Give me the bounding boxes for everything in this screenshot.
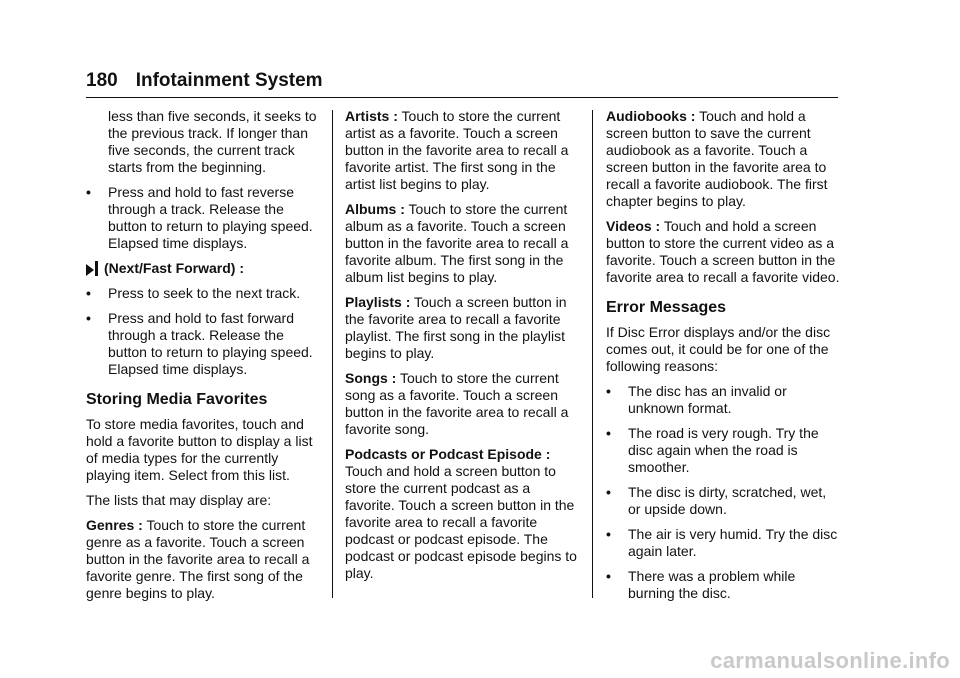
definition-podcasts	[345, 446, 581, 582]
definition-text: Touch a screen button in the favorite area to recall a favorite playlist. The first song in the playlist begins to play.	[345, 294, 567, 361]
definition-text: Touch to store the current genre as a favorite. Touch a screen button in the favorite area to recall a favorite genre. The first song of the genre begins to play.	[86, 517, 310, 601]
bullet: •	[606, 383, 611, 399]
definition-text: Touch and hold a screen button to store the current podcast as a favorite. Touch a screen button in the favorite area to recall a favorite podcast or podcast episode. The podcast or podcast episode begins to play.	[345, 463, 577, 581]
column-1	[86, 108, 322, 610]
term: Audiobooks :	[606, 108, 696, 124]
list-item	[606, 484, 842, 518]
definition-text: Touch to store the current album as a favorite. Touch a screen button in the favorite area to recall a favorite album. The first song in the album list begins to play.	[345, 201, 569, 285]
header-rule	[86, 97, 838, 98]
next-label: (Next/Fast Forward) :	[104, 260, 245, 276]
next-track-icon	[86, 261, 100, 277]
term: Videos :	[606, 218, 661, 234]
definition-playlists	[345, 294, 581, 362]
term: Playlists :	[345, 294, 411, 310]
term: Genres :	[86, 517, 143, 533]
list-item	[606, 568, 842, 602]
list-item-text: The air is very humid. Try the disc again later.	[628, 526, 838, 559]
next-control-label	[86, 260, 322, 277]
bullet: •	[606, 526, 611, 542]
list-item-text: Press and hold to fast forward through a track. Release the button to return to playing speed. Elapsed time displays.	[108, 310, 313, 377]
term: Artists :	[345, 108, 398, 124]
paragraph: The lists that may display are:	[86, 492, 272, 508]
term: Songs :	[345, 370, 397, 386]
section-title: Infotainment System	[135, 70, 323, 91]
column-divider-1	[332, 110, 333, 598]
list-item-text: Press and hold to fast reverse through a track. Release the button to return to playing speed. Elapsed time displays.	[108, 184, 313, 251]
heading-storing-media-favorites: Storing Media Favorites	[86, 391, 268, 408]
continued-text: less than five seconds, it seeks to the previous track. If longer than five seconds, the current track starts from the beginning.	[108, 108, 317, 175]
bullet: •	[86, 184, 91, 200]
column-3	[606, 108, 842, 610]
definition-songs	[345, 370, 581, 438]
definition-artists	[345, 108, 581, 193]
definition-audiobooks	[606, 108, 842, 210]
definition-albums	[345, 201, 581, 286]
definition-videos	[606, 218, 842, 286]
list-item	[606, 425, 842, 476]
list-item	[86, 310, 322, 378]
list-item-text: The road is very rough. Try the disc again when the road is smoother.	[628, 425, 819, 475]
page-header	[86, 70, 838, 98]
paragraph: If Disc Error displays and/or the disc comes out, it could be for one of the following reasons:	[606, 324, 831, 374]
definition-text: Touch and hold a screen button to save the current audiobook as a favorite. Touch a screen button in the favorite area to recall a favorite audiobook. The first chapter begins to play.	[606, 108, 828, 209]
term: Podcasts or Podcast Episode :	[345, 446, 551, 462]
list-item	[606, 383, 842, 417]
paragraph: To store media favorites, touch and hold a favorite button to display a list of media types for the currently playing item. Select from this list.	[86, 416, 313, 483]
definition-text: Touch and hold a screen button to store the current video as a favorite. Touch a screen button in the favorite area to recall a favorite video.	[606, 218, 840, 285]
list-item-text: There was a problem while burning the disc.	[628, 568, 796, 601]
list-item-text: The disc is dirty, scratched, wet, or upside down.	[628, 484, 827, 517]
page-number: 180	[86, 70, 118, 91]
bullet: •	[606, 568, 611, 584]
bullet: •	[86, 310, 91, 326]
list-item-text: Press to seek to the next track.	[108, 285, 301, 301]
term: Albums :	[345, 201, 405, 217]
bullet: •	[606, 484, 611, 500]
list-item	[86, 184, 322, 252]
heading-error-messages: Error Messages	[606, 299, 727, 316]
definition-text: Touch to store the current artist as a favorite. Touch a screen button in the favorite area to recall a favorite artist. The first song in the artist list begins to play.	[345, 108, 569, 192]
list-item	[606, 526, 842, 560]
list-item	[86, 285, 322, 302]
watermark: carmanualsonline.info	[710, 648, 950, 673]
list-item-text: The disc has an invalid or unknown format.	[628, 383, 787, 416]
definition-genres	[86, 517, 322, 602]
column-divider-2	[592, 110, 593, 598]
definition-text: Touch to store the current song as a favorite. Touch a screen button in the favorite area to recall a favorite song.	[345, 370, 569, 437]
bullet: •	[86, 285, 91, 301]
bullet: •	[606, 425, 611, 441]
column-2	[345, 108, 581, 590]
